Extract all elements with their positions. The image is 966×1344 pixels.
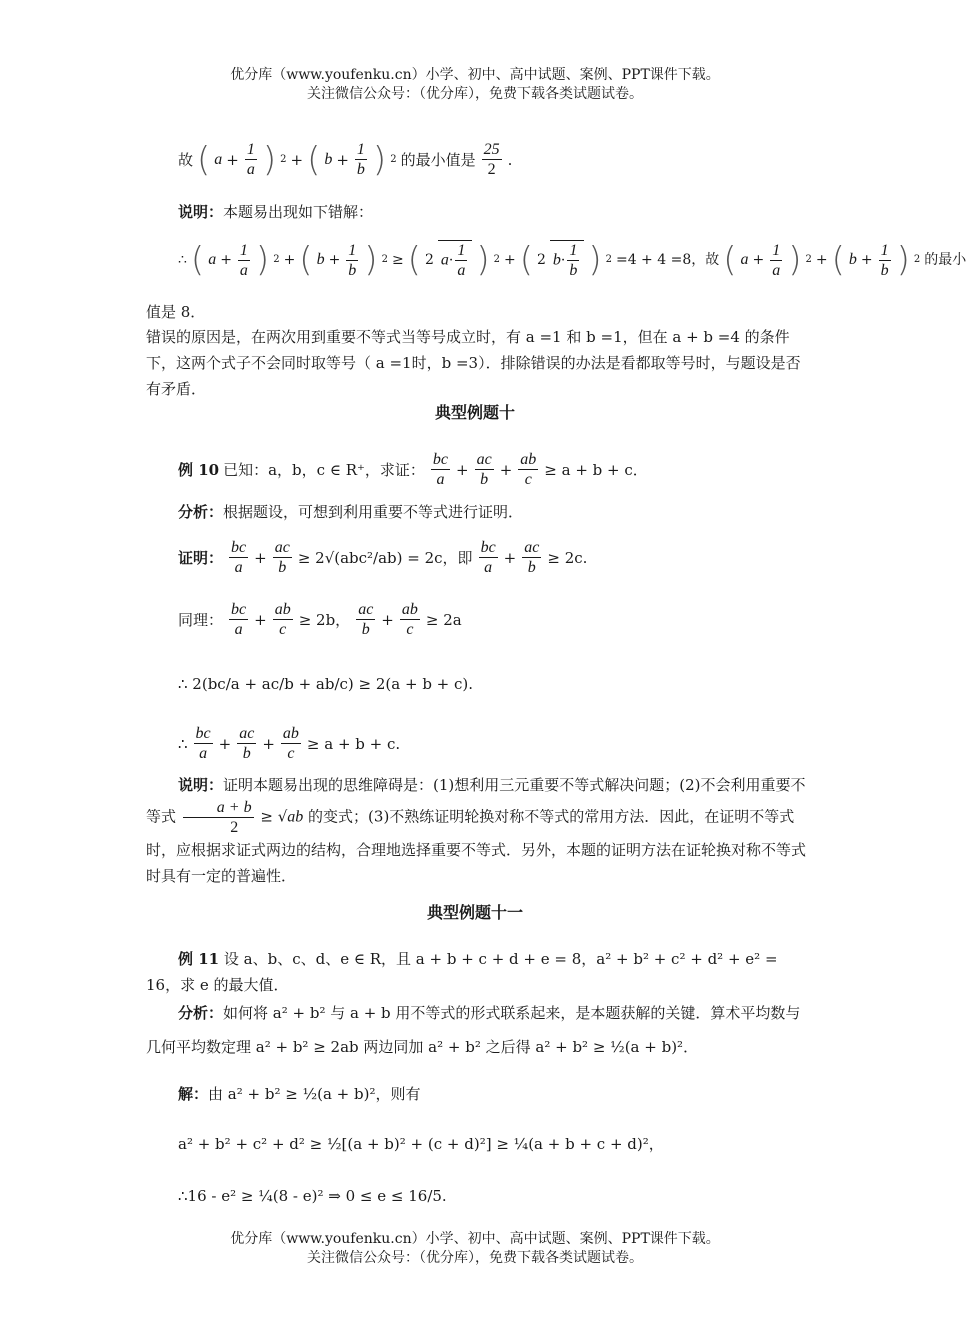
ex10-proof-line-3: ∴ 2(bc/a + ac/b + ab/c) ≥ 2(a + b + c). (178, 675, 474, 693)
ex10-analysis: 分析：根据题设，可想到利用重要不等式进行证明． (178, 503, 524, 521)
ex10-proof-line-4: ∴ $\frac{bc}{a}$ + $\frac{ac}{b}$ + $\frac{ab}{c}$ ≥ a + b + c. (178, 725, 401, 762)
header-line-1: 优分库（www.youfenku.cn）小学、初中、高中试题、案例、PPT课件下载。 (230, 67, 720, 83)
ex9-wrong-end: 值是 8． (146, 303, 206, 321)
ex9-wrong-solution: ∴ ( a + $\frac{1}{a}$ ) 2 + ( b + $\frac{1}{b}$ ) 2 ≥ ( 2 a· $\frac{1}{a}$ ) 2 + ( 2 b· $\frac{1}{b}$ ) 2 =4 + 4 =8，故 ( a + $\frac{1}{a}$ ) 2 + ( b + $\frac{1}{b}$ ) 2 的最小 (178, 240, 966, 280)
ex9-conclusion: 故 ( a + $\frac{1}{a}$ ) 2 + ( b + $\frac{1}{b}$ ) 2 的最小值是 $\frac{25}{2}$ . (178, 139, 513, 180)
ex11-solution-line-3: ∴16 - e² ≥ ¼(8 - e)² ⇒ 0 ≤ e ≤ 16/5. (178, 1187, 447, 1205)
ex10-note: 说明：证明本题易出现的思维障碍是：(1)想利用三元重要不等式解决问题；(2)不会利用重要不等式 $\frac{a + b}{2}$ ≥ √ab 的变式；(3)不熟练证明轮换对称不等式的常用方法．因此，在证明不等式时，应根据求证式两边的结构，合理地选择重要不等式．另外，本题的证明方法在证轮换对称不等式时具有一定的普遍性． (146, 776, 807, 885)
ex9-note: 说明：本题易出现如下错解： (178, 203, 374, 221)
ex11-solution-line-2: a² + b² + c² + d² ≥ ½[(a + b)² + (c + d)²] ≥ ¼(a + b + c + d)²， (178, 1135, 664, 1153)
ex10-title: 典型例题十 (434, 403, 515, 422)
ex10-proof-line-2: 同理： $\frac{bc}{a}$ + $\frac{ab}{c}$ ≥ 2b， $\frac{ac}{b}$ + $\frac{ab}{c}$ ≥ 2a (178, 601, 462, 638)
ex11-solution-line-1: 解：由 a² + b² ≥ ½(a + b)²，则有 (178, 1085, 421, 1103)
ex10-statement: 例 10 已知：a，b，c ∈ R⁺，求证： $\frac{bc}{a}$ + $\frac{ac}{b}$ + $\frac{ab}{c}$ ≥ a + b + c． (178, 451, 648, 488)
footer-line-1: 优分库（www.youfenku.cn）小学、初中、高中试题、案例、PPT课件下载。 (230, 1231, 720, 1247)
ex11-analysis: 分析：如何将 a² + b² 与 a + b 用不等式的形式联系起来，是本题获解的关键．算术平均数与几何平均数定理 a² + b² ≥ 2ab 两边同加 a² + b² 之后得 a² + b² ≥ ½(a + b)²． (146, 1004, 801, 1056)
ex11-title: 典型例题十一 (426, 903, 523, 922)
ex11-statement: 例 11 设 a、b、c、d、e ∈ R，且 a + b + c + d + e = 8，a² + b² + c² + d² + e² = 16，求 e 的最大值． (146, 950, 778, 994)
ex9-reason: 错误的原因是，在两次用到重要不等式当等号成立时，有 a =1 和 b =1，但在 a + b =4 的条件下，这两个式子不会同时取等号（ a =1时，b =3）．排除错误的办法是看都取等号时，与题设是否有矛盾． (146, 328, 801, 398)
header-line-2: 关注微信公众号：（优分库），免费下载各类试题试卷。 (307, 86, 643, 102)
ex10-proof-line-1: 证明： $\frac{bc}{a}$ + $\frac{ac}{b}$ ≥ 2√(abc²/ab) = 2c，即 $\frac{bc}{a}$ + $\frac{ac}{b}$ ≥ 2c. (178, 539, 588, 576)
footer-line-2: 关注微信公众号：（优分库），免费下载各类试题试卷。 (307, 1250, 643, 1266)
